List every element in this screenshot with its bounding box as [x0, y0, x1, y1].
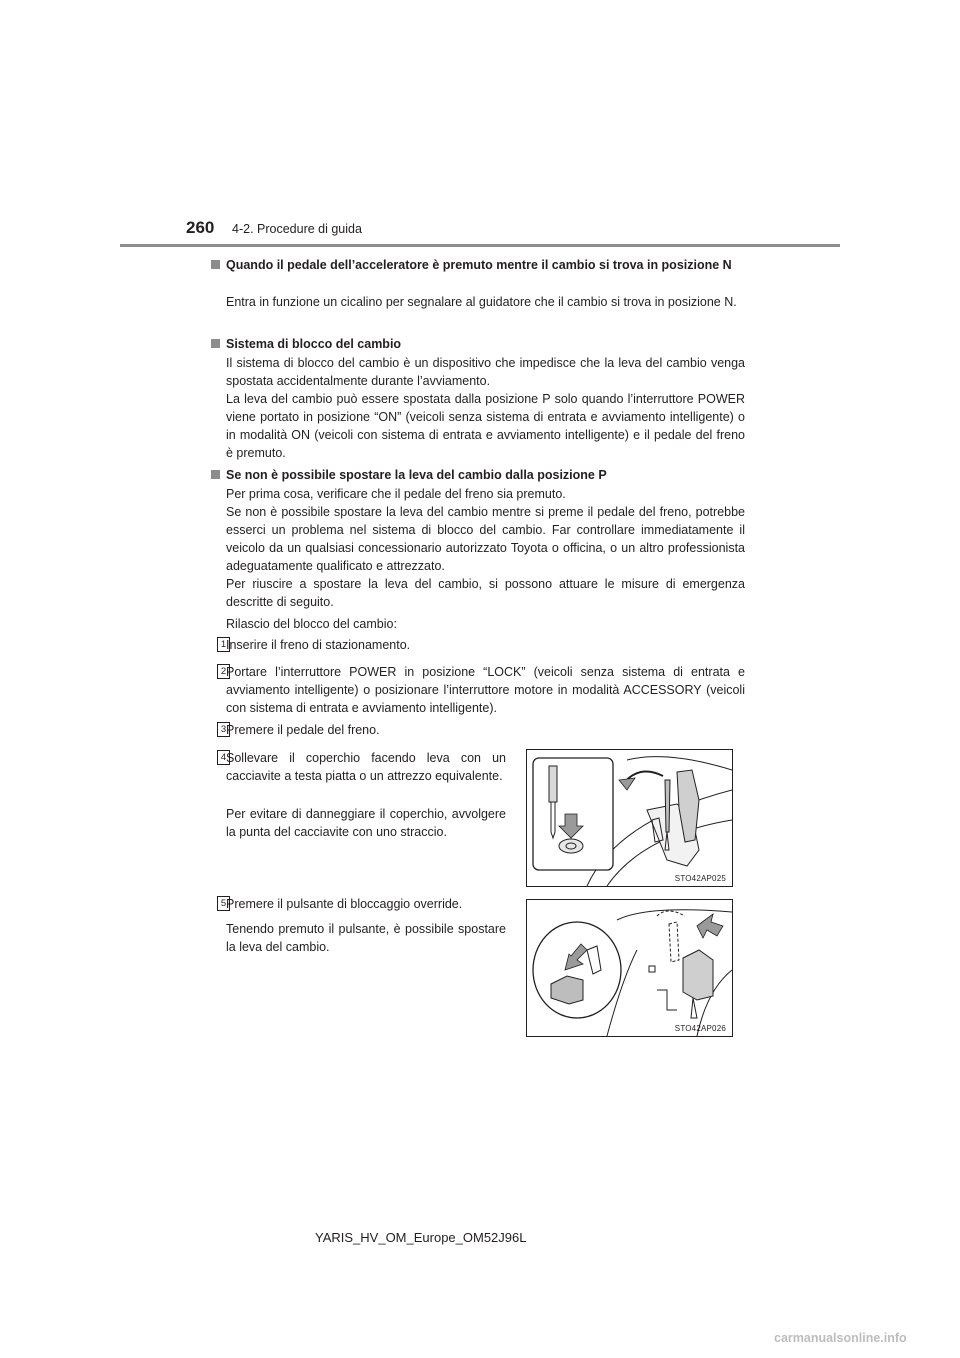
figure-code: STO42AP026 — [674, 1024, 726, 1033]
release-intro — [226, 615, 745, 633]
section-title-text: Sistema di blocco del cambio — [226, 337, 402, 351]
section-title-cannot-shift — [211, 466, 745, 484]
footer-doc-code: YARIS_HV_OM_Europe_OM52J96L — [315, 1230, 527, 1245]
paragraph: Inserire il freno di stazionamento. — [226, 638, 411, 652]
watermark: carmanualsonline.info — [774, 1331, 907, 1345]
paragraph: Rilascio del blocco del cambio: — [226, 617, 397, 631]
step-note-4 — [226, 805, 506, 841]
step-number-4: 4 — [217, 750, 230, 765]
section-title-shift-lock — [211, 335, 745, 353]
section-body — [226, 354, 745, 462]
section-title-neutral-buzzer — [211, 256, 745, 274]
figure-pry-cover — [526, 749, 733, 887]
header-rule — [120, 244, 840, 247]
illustration-pry-cover — [527, 750, 732, 886]
step-number-1: 1 — [217, 637, 230, 652]
step-number-3: 3 — [217, 722, 230, 737]
step-text-5 — [226, 895, 506, 913]
step-text-1 — [226, 636, 745, 654]
chapter-heading: 4-2. Procedure di guida — [232, 222, 362, 236]
paragraph: Il sistema di blocco del cambio è un dispositivo che impedisce che la leva del cambio venga spostata accidentalmente durante l’avviamento. — [226, 356, 745, 388]
paragraph: Per evitare di danneggiare il coperchio, avvolgere la punta del cacciavite con uno straccio. — [226, 807, 506, 839]
section-body — [226, 485, 745, 611]
section-bullet — [211, 260, 220, 269]
paragraph: Sollevare il coperchio facendo leva con un cacciavite a testa piatta o un attrezzo equivalente. — [226, 751, 506, 783]
paragraph: Tenendo premuto il pulsante, è possibile spostare la leva del cambio. — [226, 922, 506, 954]
section-bullet — [211, 339, 220, 348]
paragraph: Portare l’interruttore POWER in posizione “LOCK” (veicoli senza sistema di entrata e avviamento intelligente) o posizionare l’interruttore motore in modalità ACCESSORY (veicoli con sistema di entrata e avviamento intelligente). — [226, 665, 745, 715]
section-body — [226, 293, 745, 311]
page-number: 260 — [186, 218, 215, 237]
step-number-5: 5 — [217, 896, 230, 911]
illustration-override-button — [527, 900, 732, 1036]
arrow-lift-icon — [619, 778, 635, 790]
step-number-2: 2 — [217, 664, 230, 679]
arrow-shift-icon — [697, 914, 723, 938]
step-text-2 — [226, 663, 745, 717]
section-bullet — [211, 470, 220, 479]
paragraph: Premere il pulsante di bloccaggio override. — [226, 897, 463, 911]
paragraph: Per prima cosa, verificare che il pedale del freno sia premuto. — [226, 487, 566, 501]
paragraph: Premere il pedale del freno. — [226, 723, 380, 737]
step-text-4 — [226, 749, 506, 785]
paragraph: Se non è possibile spostare la leva del cambio mentre si preme il pedale del freno, potrebbe esserci un problema nel sistema di blocco del cambio. Far controllare immediatamente il veicolo da un qualsiasi concessionario autorizzato Toyota o officina, o un altro professionista adeguatamente qualificato e attrezzato. — [226, 505, 745, 573]
figure-code: STO42AP025 — [674, 874, 726, 883]
step-text-3 — [226, 721, 745, 739]
figure-override-button — [526, 899, 733, 1037]
section-title-text: Quando il pedale dell’acceleratore è premuto mentre il cambio si trova in posizione N — [226, 258, 732, 272]
paragraph: Entra in funzione un cicalino per segnalare al guidatore che il cambio si trova in posizione N. — [226, 295, 737, 309]
section-title-text: Se non è possibile spostare la leva del cambio dalla posizione P — [226, 468, 607, 482]
paragraph: Per riuscire a spostare la leva del cambio, si possono attuare le misure di emergenza descritte di seguito. — [226, 577, 745, 609]
step-note-5 — [226, 920, 506, 956]
paragraph: La leva del cambio può essere spostata dalla posizione P solo quando l’interruttore POWER viene portato in posizione “ON” (veicoli senza sistema di entrata e avviamento intelligente) o in modalità ON (veicoli con sistema di entrata e avviamento intelligente) e il pedale del freno è premuto. — [226, 392, 745, 460]
